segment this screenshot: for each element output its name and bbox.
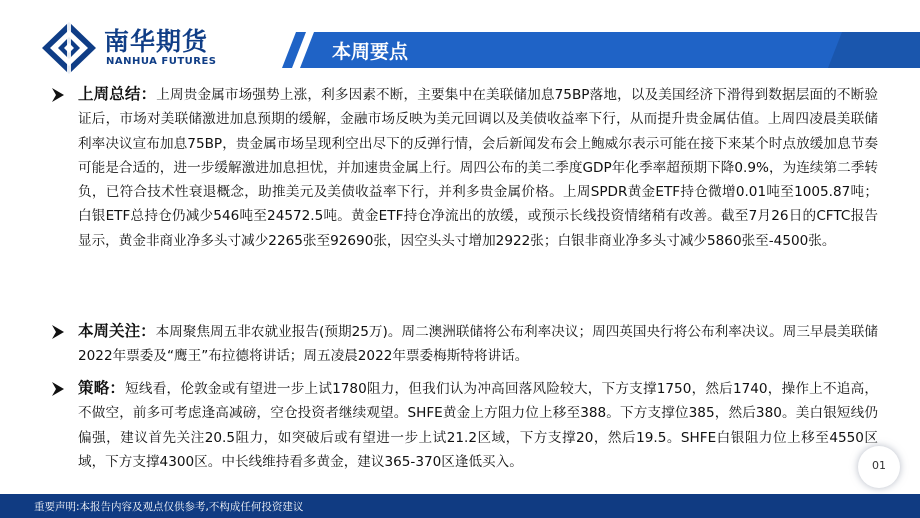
section-text: 上周贵金属市场强势上涨，利多因素不断，主要集中在美联储加息75BP落地，以及美国经济下滑得到数据层面的不断验证后，市场对美联储激进加息预期的缓解，金融市场反映为美元回调以及美债收益率下行，从而提升贵金属估值。上周四凌晨美联储利率决议宣布加息75BP，贵金属市场呈现利空出尽下的反弹行情，会后新闻发布会上鲍威尔表示可能在接下来某个时点放缓加息节奏可能是合适的，进一步缓解激进加息担忧，并加速贵金属上行。周四公布的美二季度GDP年化季率超预期下降0.9%，为连续第二季转负，已符合技术性衰退概念，助推美元及美债收益率下行，并利多贵金属价格。上周SPDR黄金ETF持仓微增0.01吨至1005.87吨；白银ETF总持仓仍减少546吨至24572.5吨。黄金ETF持仓净流出的放缓，或预示长线投资情绪稍有改善。截至7月26日的CFTC报告显示，黄金非商业净多头寸减少2265张至92690张，因空头头寸增加2922张；白银非商业净多头寸减少5860张至-4500张。 (78, 87, 878, 249)
section-lead: 策略： (78, 379, 126, 397)
section-text: 短线看，伦敦金或有望进一步上试1780阻力，但我们认为冲高回落风险较大，下方支撑1750，然后1740，操作上不追高，不做空，前多可考虑逢高减磅，空仓投资者继续观望。SHFE黄金上方阻力位上移至388。下方支撑位385，然后380。美白银短线仍偏强，建议首先关注20.5阻力，如突破后或有望进一步上试21.2区域，下方支撑20，然后19.5。SHFE白银阻力位上移至4550区域，下方支撑4300区。中长线维持看多黄金，建议365-370区逢低买入。 (78, 381, 878, 470)
section-text: 本周聚焦周五非农就业报告(预期25万)。周二澳洲联储将公布利率决议；周四英国央行将公布利率决议。周三早晨美联储2022年票委及“鹰王”布拉德将讲话；周五凌晨2022年票委梅斯特将讲话。 (78, 324, 878, 365)
brand-name-en: NANHUA FUTURES (106, 56, 217, 67)
section-strategy (78, 376, 878, 474)
focus-paragraph (78, 319, 878, 369)
nanhua-logo-icon (40, 20, 98, 76)
section-this-week-focus (78, 319, 878, 376)
title-bar (282, 32, 920, 68)
page-header (0, 0, 920, 80)
brand-name-cn: 南华期货 (104, 27, 209, 56)
arrow-bullet-icon (52, 325, 64, 339)
section-lead: 上周总结： (78, 85, 157, 103)
strategy-paragraph (78, 376, 878, 474)
section-lead: 本周关注： (78, 322, 156, 340)
company-logo (40, 20, 240, 76)
section-weekly-summary (78, 82, 878, 316)
main-content (78, 82, 878, 474)
page-number: 01 (872, 459, 886, 472)
arrow-bullet-icon (52, 88, 64, 102)
disclaimer-text: 重要声明:本报告内容及观点仅供参考,不构成任何投资建议 (34, 501, 304, 513)
page-title: 本周要点 (332, 41, 409, 63)
page-number-badge (854, 444, 906, 490)
arrow-bullet-icon (52, 382, 64, 396)
summary-paragraph (78, 82, 878, 253)
footer-bar (0, 494, 920, 518)
